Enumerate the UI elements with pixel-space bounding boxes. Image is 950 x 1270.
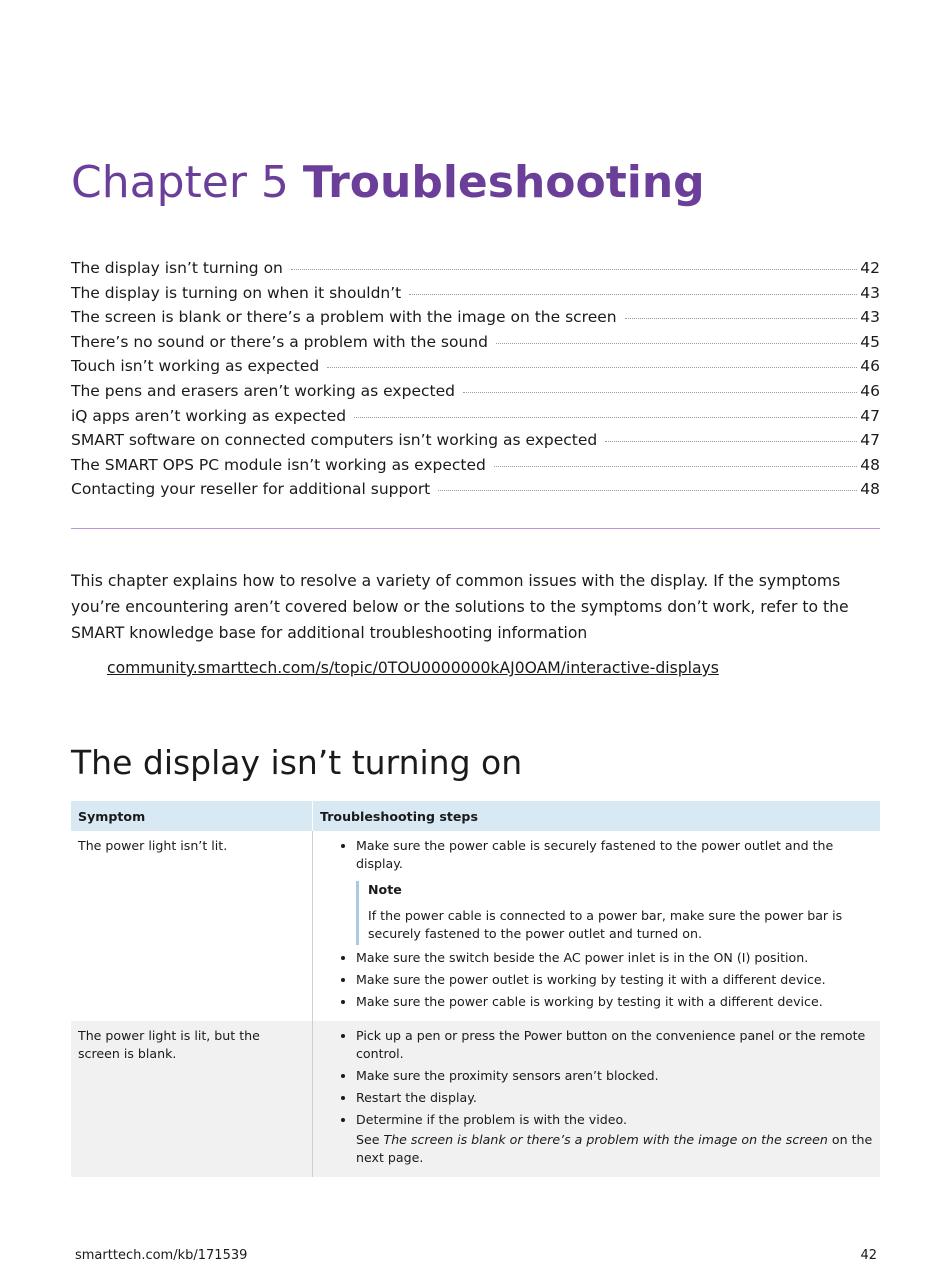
toc-leader <box>409 294 857 295</box>
toc-entry[interactable] <box>71 284 880 309</box>
toc-entry-label: SMART software on connected computers isn’t working as expected <box>71 431 598 450</box>
note-title: Note <box>368 882 402 897</box>
chapter-title <box>71 152 705 214</box>
toc-leader <box>494 466 857 467</box>
toc-entry[interactable] <box>71 382 880 407</box>
steps-cell <box>313 831 881 1021</box>
toc-entry-label: The SMART OPS PC module isn’t working as expected <box>71 455 486 474</box>
toc-entry[interactable] <box>71 431 880 456</box>
steps-cell <box>313 1021 881 1177</box>
step-item <box>356 837 873 945</box>
steps-header: Troubleshooting steps <box>313 801 881 831</box>
step-item: • Make sure the switch beside the AC power inlet is in the ON (I) position. <box>356 949 873 967</box>
toc-entry-page: 48 <box>860 455 880 474</box>
symptom-cell: The power light is lit, but the screen is blank. <box>71 1021 313 1177</box>
toc-entry[interactable] <box>71 407 880 432</box>
divider <box>71 528 880 529</box>
note-text: If the power cable is connected to a power bar, make sure the power bar is securely fastened to the power outlet and turned on. <box>368 908 843 941</box>
toc-entry[interactable] <box>71 333 880 358</box>
toc-entry-label: The display is turning on when it shouldn’t <box>71 283 402 302</box>
toc-entry-page: 47 <box>860 406 880 425</box>
step-item: • Pick up a pen or press the Power button on the convenience panel or the remote control. <box>356 1027 873 1063</box>
toc-leader <box>625 318 858 319</box>
toc-entry-label: There’s no sound or there’s a problem with the sound <box>71 332 488 351</box>
toc-entry-label: Touch isn’t working as expected <box>71 357 320 376</box>
step-text: Determine if the problem is with the video. <box>356 1112 627 1127</box>
toc-leader <box>463 392 857 393</box>
toc-entry-page: 46 <box>860 381 880 400</box>
toc-entry-page: 43 <box>860 283 880 302</box>
toc-leader <box>605 441 857 442</box>
table-header-row <box>71 801 880 831</box>
toc-leader <box>291 269 857 270</box>
section-title: The display isn’t turning on <box>71 743 523 782</box>
toc-entry[interactable] <box>71 308 880 333</box>
step-item: • Make sure the power outlet is working by testing it with a different device. <box>356 971 873 989</box>
step-item: • Restart the display. <box>356 1089 873 1107</box>
symptom-header: Symptom <box>71 801 313 831</box>
footer-page-number: 42 <box>860 1248 877 1263</box>
toc-entry-page: 47 <box>860 431 880 450</box>
table-row <box>71 831 880 1021</box>
intro-paragraph: This chapter explains how to resolve a variety of common issues with the display. If the symptoms you’re encountering aren’t covered below or the solutions to the symptoms don’t work, refer to the SMART knowledge base for additional troubleshooting information <box>71 572 849 642</box>
toc-leader <box>354 417 857 418</box>
troubleshooting-table <box>71 801 880 1177</box>
toc-entry[interactable] <box>71 480 880 505</box>
toc-entry-page: 46 <box>860 357 880 376</box>
footer-url[interactable]: smarttech.com/kb/171539 <box>75 1248 248 1263</box>
toc-entry-label: The screen is blank or there’s a problem with the image on the screen <box>71 308 617 327</box>
toc-entry-page: 45 <box>860 332 880 351</box>
toc-entry-label: Contacting your reseller for additional support <box>71 480 431 499</box>
toc-entry-label: The pens and erasers aren’t working as expected <box>71 381 455 400</box>
toc-leader <box>327 367 857 368</box>
chapter-name: Troubleshooting <box>302 157 705 208</box>
toc-entry-label: iQ apps aren’t working as expected <box>71 406 347 425</box>
chapter-number: Chapter 5 <box>71 157 289 208</box>
knowledge-base-link[interactable]: community.smarttech.com/s/topic/0TOU0000000kAJ0OAM/interactive-displays <box>107 659 719 677</box>
note-box <box>356 881 873 945</box>
toc-entry-page: 48 <box>860 480 880 499</box>
see-reference[interactable]: The screen is blank or there’s a problem with the image on the screen <box>383 1132 828 1147</box>
toc-entry[interactable] <box>71 259 880 284</box>
step-item <box>356 1111 873 1167</box>
see-suffix: on the next page. <box>356 1132 873 1165</box>
toc-entry[interactable] <box>71 357 880 382</box>
symptom-cell: The power light isn’t lit. <box>71 831 313 1021</box>
toc-entry-label: The display isn’t turning on <box>71 259 283 277</box>
toc-leader <box>496 343 857 344</box>
see-prefix: See <box>356 1132 384 1147</box>
toc-entry-page: 42 <box>860 259 880 277</box>
table-row <box>71 1021 880 1177</box>
steps-list <box>320 1027 873 1167</box>
cross-reference <box>356 1131 873 1167</box>
step-item: • Make sure the proximity sensors aren’t blocked. <box>356 1067 873 1085</box>
table-of-contents <box>71 259 880 505</box>
toc-leader <box>438 490 857 491</box>
toc-entry[interactable] <box>71 456 880 481</box>
step-text: Make sure the power cable is securely fastened to the power outlet and the display. <box>356 838 834 871</box>
toc-entry-page: 43 <box>860 308 880 327</box>
steps-list <box>320 837 873 1011</box>
step-item: • Make sure the power cable is working by testing it with a different device. <box>356 993 873 1011</box>
